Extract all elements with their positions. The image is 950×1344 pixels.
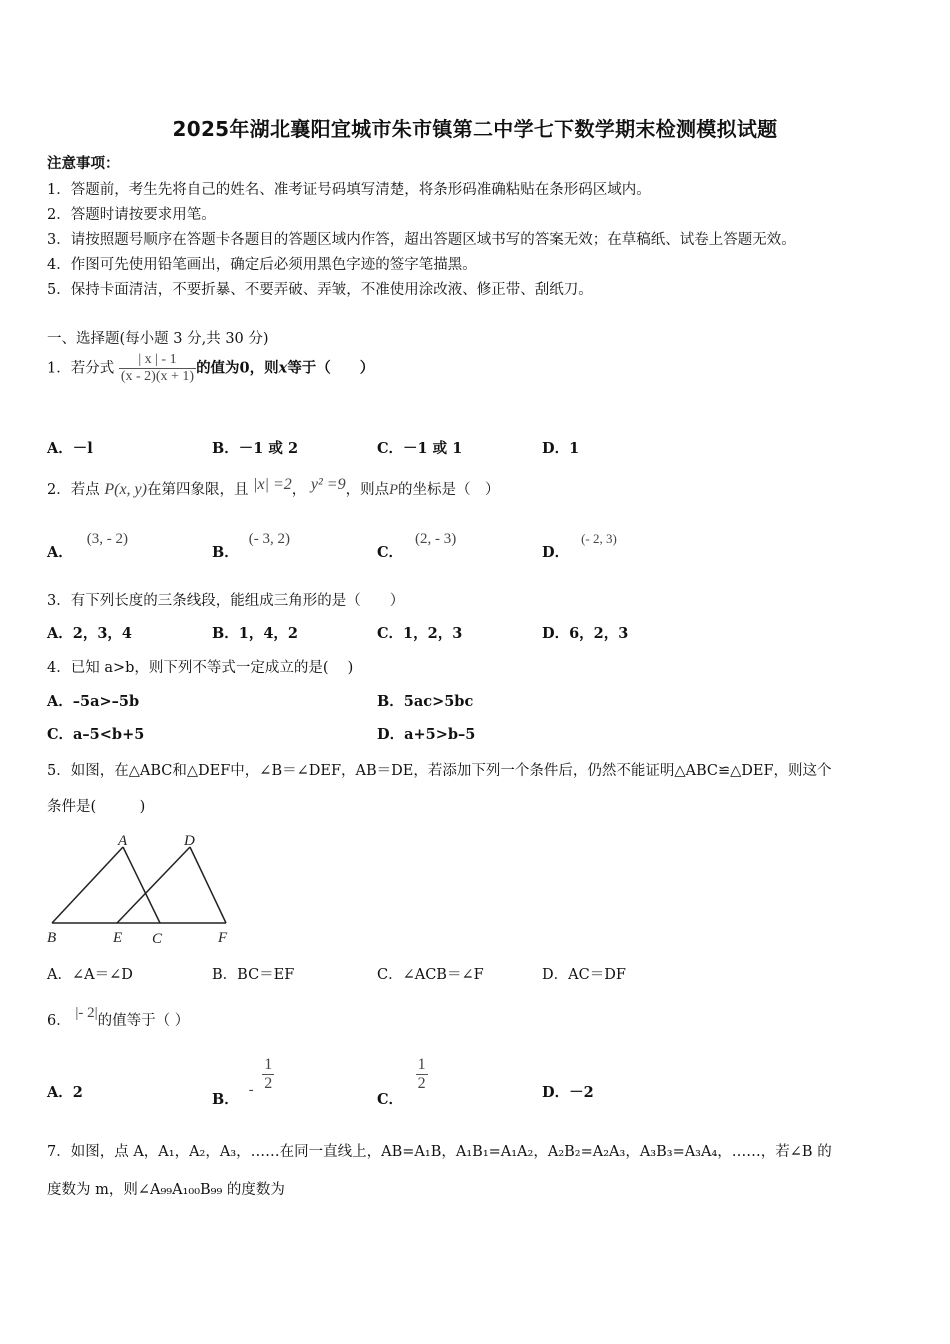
variable: P bbox=[389, 482, 398, 498]
question-text: 若点 bbox=[70, 482, 100, 498]
question-number: 1． bbox=[47, 360, 71, 377]
option-b[interactable]: B．－1 或 2 bbox=[212, 440, 299, 457]
question-4: 4．已知 a>b，则下列不等式一定成立的是( ) bbox=[47, 660, 354, 676]
label-f: F bbox=[218, 930, 228, 946]
option-c[interactable]: C．－1 或 1 bbox=[377, 440, 463, 457]
abs-expression: |- 2| bbox=[75, 1005, 98, 1021]
question-3: 3．有下列长度的三条线段，能组成三角形的是（ ） bbox=[47, 593, 405, 609]
point-expression: P(x, y) bbox=[104, 481, 147, 498]
fraction-denominator: 2 bbox=[264, 1075, 273, 1092]
question-text: ， bbox=[291, 482, 307, 498]
option-c[interactable]: C．a–5<b+5 bbox=[47, 726, 145, 743]
question-7-line-2: 度数为 m，则∠A₉₉A₁₀₀B₉₉ 的度数为 bbox=[47, 1182, 285, 1198]
option-b[interactable]: B．5ac>5bc bbox=[377, 693, 474, 710]
negative-sign: - bbox=[248, 1081, 254, 1098]
notice-heading: 注意事项： bbox=[47, 155, 120, 172]
option-b[interactable] bbox=[212, 1056, 274, 1108]
option-d[interactable]: D．a+5>b–5 bbox=[377, 726, 476, 743]
question-text: 的坐标是（ ） bbox=[397, 482, 500, 498]
notice-item: 3．请按照题号顺序在答题卡各题目的答题区域内作答，超出答题区域书写的答案无效；在草稿纸、试卷上答题无效。 bbox=[47, 232, 796, 248]
label-c: C bbox=[152, 931, 163, 947]
option-value: (3, - 2) bbox=[86, 531, 129, 547]
option-a[interactable]: A．－l bbox=[47, 440, 93, 457]
option-a[interactable]: A．2，3，4 bbox=[47, 625, 133, 642]
option-c[interactable]: C．1，2，3 bbox=[377, 625, 463, 642]
option-letter: B． bbox=[212, 1090, 239, 1108]
option-letter: C． bbox=[377, 544, 404, 561]
triangle-figure bbox=[40, 825, 240, 950]
option-value: (- 3, 2) bbox=[248, 531, 291, 547]
option-a[interactable] bbox=[47, 1081, 83, 1102]
option-c[interactable]: C．∠ACB＝∠F bbox=[377, 967, 484, 983]
question-text: ，则点 bbox=[345, 482, 390, 498]
label-a: A bbox=[118, 833, 128, 849]
option-b[interactable] bbox=[212, 527, 291, 561]
fraction-numerator: 1 bbox=[264, 1056, 273, 1073]
fraction bbox=[262, 1056, 274, 1093]
notice-item: 1．答题前，考生先将自己的姓名、准考证号码填写清楚，将条形码准确粘贴在条形码区域内。 bbox=[47, 182, 651, 198]
fraction-numerator: | x | - 1 bbox=[119, 352, 196, 369]
question-5-line-1: 5．如图，在△ABC和△DEF中，∠B＝∠DEF，AB＝DE，若添加下列一个条件后，仍然不能证明△ABC≌△DEF，则这个 bbox=[47, 763, 832, 779]
fraction bbox=[416, 1056, 428, 1093]
question-text: 的值等于（ ） bbox=[97, 1013, 190, 1029]
option-b[interactable]: B．BC＝EF bbox=[212, 967, 295, 983]
option-letter: D． bbox=[542, 544, 570, 561]
question-text: 若分式 bbox=[70, 360, 115, 377]
question-text: 在第四象限，且 bbox=[146, 482, 249, 498]
option-d[interactable]: D．6，2，3 bbox=[542, 625, 629, 642]
notice-item: 2．答题时请按要求用笔。 bbox=[47, 207, 216, 223]
question-1 bbox=[47, 352, 374, 385]
segment-ab bbox=[52, 847, 123, 923]
option-c[interactable] bbox=[377, 527, 457, 561]
label-e: E bbox=[113, 930, 123, 946]
fraction-numerator: 1 bbox=[417, 1056, 426, 1073]
question-text: 的值为0，则 bbox=[196, 359, 279, 377]
fraction-denominator: 2 bbox=[417, 1075, 426, 1092]
option-a[interactable]: A．∠A＝∠D bbox=[47, 967, 133, 983]
fraction bbox=[119, 352, 196, 385]
option-d[interactable]: D．1 bbox=[542, 440, 580, 457]
option-a[interactable] bbox=[47, 527, 129, 561]
question-5-line-2: 条件是( ) bbox=[47, 799, 146, 815]
option-d[interactable] bbox=[542, 527, 617, 561]
option-value: (2, - 3) bbox=[415, 531, 457, 547]
option-a[interactable]: A．–5a>–5b bbox=[47, 693, 140, 710]
question-2 bbox=[47, 478, 499, 499]
square-expression: y² =9 bbox=[310, 476, 346, 493]
option-letter: B． bbox=[212, 544, 239, 561]
label-b: B bbox=[47, 930, 57, 946]
variable: x bbox=[278, 359, 288, 377]
fraction-denominator: (x - 2)(x + 1) bbox=[120, 369, 195, 384]
question-text: 等于（ ） bbox=[287, 359, 375, 377]
option-letter: A． bbox=[47, 1084, 73, 1101]
option-letter: C． bbox=[377, 1090, 404, 1108]
option-letter: D． bbox=[542, 1084, 570, 1101]
question-number: 2． bbox=[47, 482, 71, 498]
option-value: －2 bbox=[569, 1084, 594, 1101]
question-6 bbox=[47, 1005, 190, 1030]
question-7-line-1: 7．如图，点 A，A₁，A₂，A₃，……在同一直线上，AB=A₁B，A₁B₁=A₁A₂，A₂B₂=A₂A₃，A₃B₃=A₃A₄，……，若∠B 的 bbox=[47, 1144, 832, 1160]
option-c[interactable] bbox=[377, 1056, 428, 1108]
option-d[interactable]: D．AC＝DF bbox=[542, 967, 626, 983]
notice-item: 5．保持卡面清洁，不要折暴、不要弄破、弄皱，不准使用涂改液、修正带、刮纸刀。 bbox=[47, 282, 593, 298]
option-value: 2 bbox=[72, 1084, 83, 1101]
page-title: 2025年湖北襄阳宜城市朱市镇第二中学七下数学期末检测模拟试题 bbox=[172, 117, 778, 141]
option-letter: A． bbox=[47, 544, 73, 561]
question-number: 6． bbox=[47, 1013, 71, 1029]
section-heading: 一、选择题(每小题 3 分,共 30 分) bbox=[47, 331, 269, 347]
option-value: (- 2, 3) bbox=[581, 531, 617, 546]
abs-expression: |x| =2 bbox=[253, 476, 292, 493]
label-d: D bbox=[184, 833, 195, 849]
notice-item: 4．作图可先使用铅笔画出，确定后必须用黑色字迹的签字笔描黑。 bbox=[47, 257, 477, 273]
segment-df bbox=[190, 847, 226, 923]
option-d[interactable] bbox=[542, 1081, 594, 1102]
option-b[interactable]: B．1，4，2 bbox=[212, 625, 299, 642]
